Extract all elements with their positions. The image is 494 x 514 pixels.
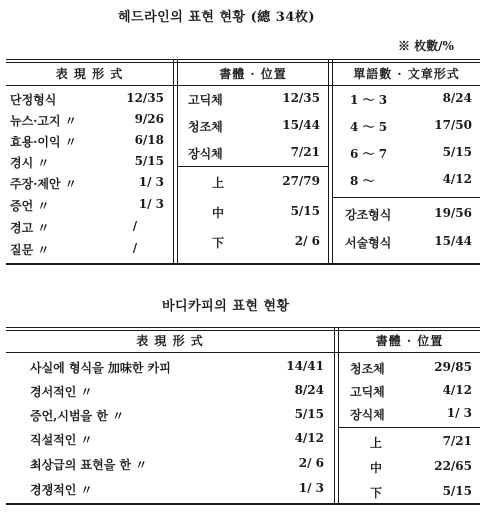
- t1-row-value: 12/35: [126, 91, 164, 105]
- table1-title: 헤드라인의 표현 현황 (總 34枚): [118, 10, 316, 25]
- t1-position-label: 中: [212, 206, 225, 220]
- t1-font-value: 12/35: [282, 91, 320, 105]
- t2-row-value: 4/12: [294, 431, 324, 445]
- t1-row-label: 효용·이익 〃: [10, 135, 77, 149]
- t1-form-label: 서술형식: [345, 236, 392, 250]
- t1-row-value: /: [132, 241, 138, 255]
- t1-row-value: 6/18: [134, 133, 164, 147]
- t1-position-value: 2/ 6: [294, 234, 320, 248]
- t2-font-label: 고딕체: [350, 385, 385, 399]
- t2-position-value: 7/21: [442, 434, 472, 448]
- t2-row-value: 14/41: [286, 359, 324, 373]
- t1-words-value: 5/15: [442, 145, 472, 159]
- t2-row-label: 경서적인 〃: [30, 385, 93, 399]
- t2-row-label: 증언,시범을 한 〃: [30, 409, 125, 423]
- table2-divider-a: [334, 327, 335, 503]
- table2-header-font: 書體 · 位置: [375, 334, 444, 348]
- t1-row-label: 증언 〃: [10, 199, 50, 213]
- table2-title: 바디카피의 표현 현황: [162, 299, 290, 314]
- t1-position-label: 上: [212, 176, 225, 190]
- t1-words-label: 8 ～: [350, 174, 375, 188]
- t2-font-value: 4/12: [442, 383, 472, 397]
- t2-position-label: 下: [370, 486, 383, 500]
- t1-words-value: 17/50: [434, 118, 472, 132]
- table1-divider-1a: [173, 59, 174, 263]
- t2-font-value: 1/ 3: [446, 406, 472, 420]
- t2-row-label: 사실에 형식을 加味한 카피: [30, 361, 171, 375]
- table2-divider-b: [338, 327, 339, 503]
- t1-row-value: 1/ 3: [138, 175, 164, 189]
- t2-row-value: 5/15: [294, 407, 324, 421]
- t1-font-value: 7/21: [290, 145, 320, 159]
- t1-row-label: 경시 〃: [10, 156, 50, 170]
- t1-words-value: 8/24: [442, 91, 472, 105]
- table2-bottom-rule: [6, 503, 480, 505]
- table1-divider-2a: [328, 59, 329, 263]
- t1-row-value: 1/ 3: [138, 197, 164, 211]
- table2-font-position-rule: [339, 427, 480, 428]
- t1-position-value: 27/79: [282, 174, 320, 188]
- t2-position-label: 上: [370, 436, 383, 450]
- table1-words-forms-rule: [333, 197, 480, 198]
- t1-position-label: 下: [212, 236, 225, 250]
- t2-row-value: 1/ 3: [298, 481, 324, 495]
- t2-row-label: 직설적인 〃: [30, 433, 93, 447]
- t1-position-value: 5/15: [290, 204, 320, 218]
- table1-divider-2b: [332, 59, 333, 263]
- table1-font-position-rule: [178, 166, 328, 167]
- table2-header-expression: 表 現 形 式: [136, 334, 204, 348]
- t1-row-value: 5/15: [134, 154, 164, 168]
- table1-divider-1b: [177, 59, 178, 263]
- t2-row-label: 최상급의 표현을 한 〃: [30, 458, 148, 472]
- table2-top-rule: [6, 327, 480, 331]
- t1-font-value: 15/44: [282, 118, 320, 132]
- t1-font-label: 장식체: [188, 147, 223, 161]
- t1-row-label: 뉴스·고지 〃: [10, 114, 77, 128]
- t1-words-label: 1 ～ 3: [350, 93, 388, 107]
- t2-font-label: 청조체: [350, 362, 385, 376]
- t2-position-value: 22/65: [434, 459, 472, 473]
- table1-top-rule: [6, 59, 480, 63]
- t1-row-label: 주장·제안 〃: [10, 177, 77, 191]
- t1-font-label: 청조체: [188, 120, 223, 134]
- t1-form-value: 19/56: [434, 206, 472, 220]
- t1-form-value: 15/44: [434, 234, 472, 248]
- table1-header-words: 單語數 · 文章形式: [353, 67, 460, 81]
- table1-unit-note: ※ 枚數/%: [398, 39, 454, 53]
- table1-header-rule: [6, 85, 480, 86]
- t1-row-value: /: [132, 219, 138, 233]
- t1-form-label: 강조형식: [345, 208, 392, 222]
- t1-row-label: 질문 〃: [10, 243, 50, 257]
- t1-words-label: 6 ～ 7: [350, 147, 388, 161]
- t1-row-label: 경고 〃: [10, 221, 50, 235]
- t1-row-label: 단정형식: [10, 93, 57, 107]
- table1-bottom-rule: [6, 263, 480, 265]
- t2-row-value: 2/ 6: [298, 456, 324, 470]
- t2-font-label: 장식체: [350, 408, 385, 422]
- t1-words-label: 4 ～ 5: [350, 120, 388, 134]
- t2-position-label: 中: [370, 461, 383, 475]
- t2-position-value: 5/15: [442, 484, 472, 498]
- table2-header-rule: [6, 352, 480, 353]
- table1-header-expression: 表 現 形 式: [55, 67, 124, 81]
- t2-font-value: 29/85: [434, 360, 472, 374]
- table1-header-font: 書體 · 位置: [219, 67, 287, 81]
- t2-row-label: 경쟁적인 〃: [30, 483, 93, 497]
- t1-words-value: 4/12: [442, 172, 472, 186]
- t2-row-value: 8/24: [294, 383, 324, 397]
- t1-row-value: 9/26: [134, 112, 164, 126]
- t1-font-label: 고딕체: [188, 93, 223, 107]
